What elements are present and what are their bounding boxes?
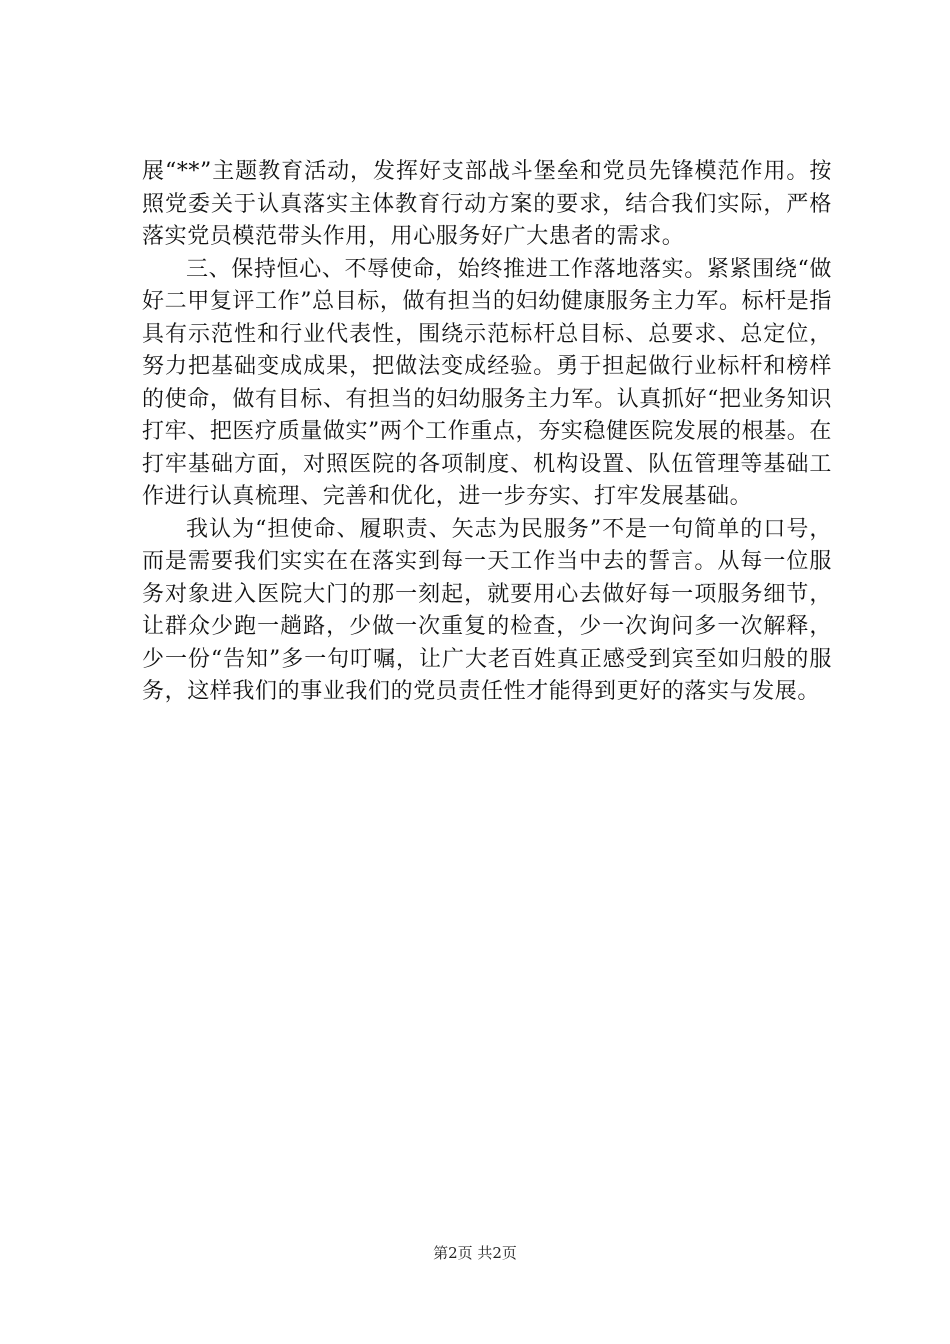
paragraph-1: 展“**”主题教育活动，发挥好支部战斗堡垒和党员先锋模范作用。按照党委关于认真落实主体教育行动方案的要求，结合我们实际，严格落实党员模范带头作用，用心服务好广大患者的需求。 bbox=[142, 159, 832, 249]
page-footer: 第2页 共2页 bbox=[433, 1244, 517, 1262]
paragraph-3: 我认为“担使命、履职责、矢志为民服务”不是一句简单的口号，而是需要我们实实在在落实到每一天工作当中去的誓言。从每一位服务对象进入医院大门的那一刻起，就要用心去做好每一项服务细节，让群众少跑一趟路，少做一次重复的检查，少一次询问多一次解释，少一份“告知”多一句叮嘱，让广大老百姓真正感受到宾至如归般的服务，这样我们的事业我们的党员责任性才能得到更好的落实与发展。 bbox=[142, 516, 832, 704]
paragraph-2: 三、保持恒心、不辱使命，始终推进工作落地落实。紧紧围绕“做好二甲复评工作”总目标，做有担当的妇幼健康服务主力军。标杆是指具有示范性和行业代表性，围绕示范标杆总目标、总要求、总定位，努力把基础变成成果，把做法变成经验。勇于担起做行业标杆和榜样的使命，做有目标、有担当的妇幼服务主力军。认真抓好“把业务知识打牢、把医疗质量做实”两个工作重点，夯实稳健医院发展的根基。在打牢基础方面，对照医院的各项制度、机构设置、队伍管理等基础工作进行认真梳理、完善和优化，进一步夯实、打牢发展基础。 bbox=[142, 256, 832, 509]
document-body bbox=[142, 156, 832, 709]
